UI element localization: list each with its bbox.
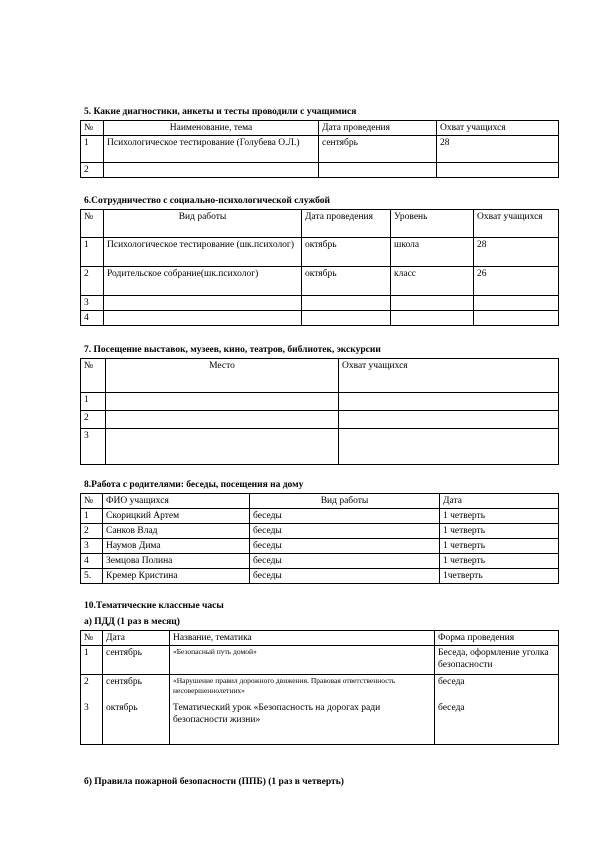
table-cell: октябрь <box>302 267 391 296</box>
table-cell <box>435 675 559 745</box>
row-date: октябрь <box>106 703 138 713</box>
table-cell: 1 <box>81 238 104 267</box>
table-cell: беседы <box>250 524 440 539</box>
section-8-heading: 8.Работа с родителями: беседы, посещения на дому <box>84 480 304 490</box>
table-cell <box>437 163 559 178</box>
table-cell: беседы <box>250 539 440 554</box>
table-cell: 26 <box>474 267 559 296</box>
header-cell: Дата проведения <box>302 210 391 238</box>
header-cell: Охват учащихся <box>437 121 559 136</box>
table-cell: 5. <box>81 569 103 584</box>
table-cell <box>104 311 302 326</box>
table-cell <box>391 311 474 326</box>
table-cell <box>474 296 559 311</box>
header-cell: № <box>81 359 106 393</box>
header-cell: № <box>81 210 104 238</box>
table-cell: Кремер Кристина <box>103 569 250 584</box>
table-cell: Земцова Полина <box>103 554 250 569</box>
table-cell: беседы <box>250 569 440 584</box>
row-form: беседа <box>438 703 465 713</box>
table-cell: класс <box>391 267 474 296</box>
table-cell: сентябрь <box>103 646 170 675</box>
table-cell <box>81 675 103 745</box>
header-cell: Дата <box>440 494 559 509</box>
section-10-subheading: а) ПДД (1 раз в месяц) <box>84 617 180 627</box>
table-cell: 3 <box>81 296 104 311</box>
row-topic: Тематический урок «Безопасность на дорогах ради безопасности жизни» <box>173 703 381 725</box>
table-cell: 3 <box>81 539 103 554</box>
table-cell <box>391 296 474 311</box>
table-cell: Психологическое тестирование (Голубева О.Л.) <box>104 136 319 163</box>
section-7-table <box>80 358 559 465</box>
table-cell: 2 <box>81 524 103 539</box>
header-cell: Название, тематика <box>170 631 435 646</box>
table-cell: 1 четверть <box>440 539 559 554</box>
section-5-table <box>80 120 559 178</box>
section-6-heading: 6.Сотрудничество с социально-психологической службой <box>84 196 330 206</box>
row-number: 2 <box>84 677 89 687</box>
row-number: 3 <box>84 703 89 713</box>
header-cell: ФИО учащихся <box>103 494 250 509</box>
section-5-heading: 5. Какие диагностики, анкеты и тесты проводили с учащимися <box>84 107 357 117</box>
table-cell <box>339 411 559 429</box>
table-cell: 1 четверть <box>440 554 559 569</box>
table-cell: 1 четверть <box>440 509 559 524</box>
table-cell: 28 <box>474 238 559 267</box>
table-cell: 4 <box>81 311 104 326</box>
table-cell: сентябрь <box>319 136 437 163</box>
table-cell: школа <box>391 238 474 267</box>
table-cell: Санков Влад <box>103 524 250 539</box>
header-cell: Вид работы <box>250 494 440 509</box>
header-cell: Уровень <box>391 210 474 238</box>
table-cell: Скорицкий Артем <box>103 509 250 524</box>
header-cell: Охват учащихся <box>339 359 559 393</box>
table-cell <box>302 296 391 311</box>
table-cell: 1 четверть <box>440 524 559 539</box>
table-cell <box>302 311 391 326</box>
table-cell <box>106 393 339 411</box>
table-cell: 2 <box>81 267 104 296</box>
table-cell <box>474 311 559 326</box>
header-cell: Дата проведения <box>319 121 437 136</box>
table-cell <box>106 429 339 465</box>
row-form: беседа <box>438 677 465 687</box>
table-cell <box>104 163 319 178</box>
header-cell: № <box>81 494 103 509</box>
table-cell: 2 <box>81 163 104 178</box>
section-10-heading: 10.Тематические классные часы <box>84 601 224 611</box>
table-cell: Родительское собрание(шк.психолог) <box>104 267 302 296</box>
table-cell: 1 <box>81 509 103 524</box>
section-6-table <box>80 209 559 326</box>
header-cell: Форма проведения <box>435 631 559 646</box>
table-cell: 1 <box>81 136 104 163</box>
table-cell: беседы <box>250 554 440 569</box>
table-cell <box>319 163 437 178</box>
table-cell: 1 <box>81 393 106 411</box>
section-8-table <box>80 493 559 584</box>
table-cell: 28 <box>437 136 559 163</box>
header-cell: Наименование, тема <box>104 121 319 136</box>
table-cell: Психологическое тестирование (шк.психолог) <box>104 238 302 267</box>
table-cell <box>104 296 302 311</box>
table-cell: октябрь <box>302 238 391 267</box>
table-cell <box>339 393 559 411</box>
table-cell: 2 <box>81 411 106 429</box>
table-cell: 1четверть <box>440 569 559 584</box>
table-cell <box>103 675 170 745</box>
header-cell: Место <box>106 359 339 393</box>
header-cell: № <box>81 121 104 136</box>
table-cell: «Безопасный путь домой» <box>170 646 435 675</box>
table-cell: 3 <box>81 429 106 465</box>
header-cell: № <box>81 631 103 646</box>
section-7-heading: 7. Посещение выставок, музеев, кино, театров, библиотек, экскурсии <box>84 345 381 355</box>
table-cell: 4 <box>81 554 103 569</box>
table-cell: 1 <box>81 646 103 675</box>
table-cell: Беседа, оформление уголка безопасности <box>435 646 559 675</box>
section-10-table <box>80 630 559 745</box>
table-cell: беседы <box>250 509 440 524</box>
row-topic: «Нарушение правил дорожного движения. Правовая ответственность несовершеннолетних» <box>173 676 396 695</box>
row-date: сентябрь <box>106 677 142 687</box>
table-cell <box>106 411 339 429</box>
table-cell <box>339 429 559 465</box>
header-cell: Дата <box>103 631 170 646</box>
header-cell: Вид работы <box>104 210 302 238</box>
section-b-heading: б) Правила пожарной безопасности (ППБ) (1 раз в четверть) <box>84 777 344 787</box>
table-cell <box>170 675 435 745</box>
header-cell: Охват учащихся <box>474 210 559 238</box>
table-cell: Наумов Дима <box>103 539 250 554</box>
